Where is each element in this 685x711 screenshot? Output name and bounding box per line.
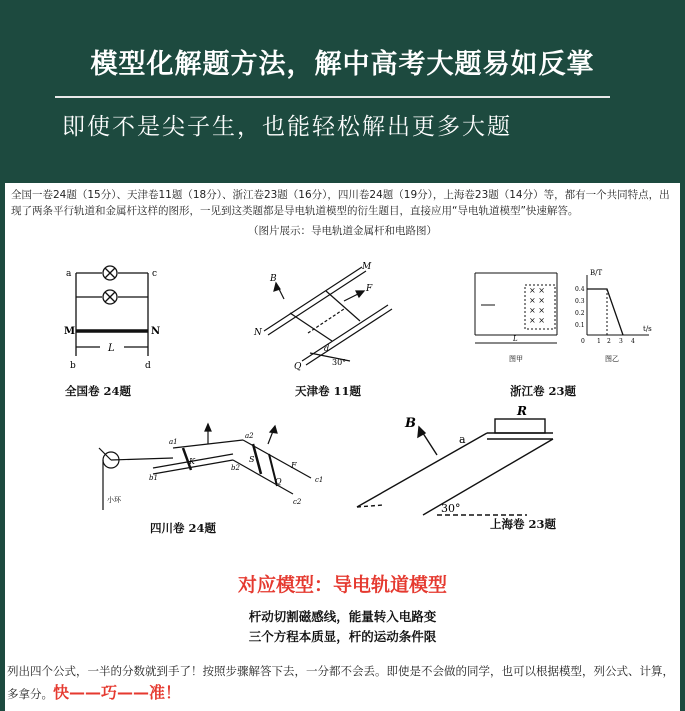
fig4-mark-K: K	[189, 457, 195, 466]
svg-text:× ×: × ×	[529, 286, 545, 295]
fig3-mark-ts: t/s	[643, 325, 652, 333]
fig3-mark-L: L	[513, 335, 518, 343]
header-banner	[0, 0, 685, 183]
model-point-2: 三个方程本质显，杆的运动条件限	[248, 629, 437, 644]
fig1-mark-L: L	[108, 343, 115, 354]
figure-quanguo-circuit	[60, 261, 170, 371]
fig4-mark-b1: b1	[149, 474, 158, 482]
fig4-mark-c2: c2	[293, 498, 302, 506]
fig4-mark-Q: Q	[275, 477, 282, 486]
model-title: 对应模型：导电轨道模型	[237, 574, 447, 596]
fig2-mark-30: 30°	[332, 358, 347, 367]
footer-paragraph	[7, 660, 677, 705]
figure-caption: （图片展示：导电轨道金属杆和电路图）	[248, 225, 437, 237]
model-point-1: 杆动切割磁感线，能量转入电路变	[248, 609, 437, 624]
figure-tianjin-rails	[250, 261, 400, 371]
fig2-mark-N: N	[254, 328, 262, 338]
fig2-mark-Q: Q	[294, 362, 302, 372]
footer-slogan: 快——巧——准！	[53, 683, 182, 702]
fig2-mark-M: M	[362, 262, 372, 272]
fig3-mark-1: 1	[597, 338, 601, 345]
fig5-mark-a: a	[459, 433, 466, 446]
fig3-mark-01: 0.1	[575, 322, 585, 329]
figure-shanghai-rails	[347, 404, 577, 525]
fig4-mark-ring: 小环	[107, 496, 121, 504]
content-panel	[5, 183, 680, 711]
page-subtitle: 即使不是尖子生，也能轻松解出更多大题	[62, 114, 512, 140]
figure-label-sichuan: 四川卷 24题	[150, 521, 217, 535]
fig3-mark-02: 0.2	[575, 310, 585, 317]
fig3-mark-03: 0.3	[575, 298, 585, 305]
fig3-mark-0: 0	[581, 338, 585, 345]
fig3-mark-2: 2	[607, 338, 611, 345]
fig3-mark-jia: 图甲	[509, 355, 523, 363]
figure-label-zhejiang: 浙江卷 23题	[510, 384, 577, 398]
fig3-mark-yi: 图乙	[605, 355, 619, 363]
fig5-mark-R: R	[517, 404, 527, 418]
fig4-mark-F: F	[291, 461, 297, 470]
fig4-mark-S: S	[249, 455, 255, 464]
figure-sichuan-rails	[93, 418, 343, 523]
footer-text: 列出四个公式，一半的分数就到手了！按照步骤解答下去，一分都不会丢。即使是不会做的同学，也可以根据模型，列公式、计算，多拿分。	[7, 664, 674, 701]
fig1-mark-a: a	[66, 269, 72, 279]
fig1-mark-d: d	[145, 361, 151, 371]
fig2-mark-B: B	[270, 274, 277, 284]
fig3-mark-04: 0.4	[575, 286, 585, 293]
fig2-mark-F: F	[366, 284, 373, 294]
fig3-mark-BT: B/T	[590, 269, 603, 277]
fig1-mark-c: c	[152, 269, 158, 279]
figure-label-quanguo: 全国卷 24题	[65, 384, 132, 398]
fig5-mark-30: 30°	[441, 502, 461, 515]
svg-text:× ×: × ×	[529, 316, 545, 325]
fig1-mark-N: N	[151, 326, 161, 337]
fig1-mark-b: b	[70, 361, 76, 371]
fig3-mark-4: 4	[631, 338, 635, 345]
intro-paragraph: 全国一卷24题（15分）、天津卷11题（18分）、浙江卷23题（16分），四川卷24题（19分），上海卷23题（14分）等，都有一个共同特点，出现了两条平行轨道和金属杆这样的图形，一见到这类题都是导电轨道模型的衍生题目，直接应用“导电轨道模型”快速解答。	[11, 189, 670, 217]
fig3-mark-3: 3	[619, 338, 623, 345]
fig1-mark-M: M	[64, 326, 76, 337]
fig4-mark-c1: c1	[315, 476, 324, 484]
fig4-mark-a1: a1	[169, 438, 178, 446]
title-divider	[55, 96, 610, 98]
figure-label-shanghai: 上海卷 23题	[490, 517, 557, 531]
figure-zhejiang-graph	[467, 265, 657, 365]
svg-text:× ×: × ×	[529, 306, 545, 315]
fig5-mark-B: B	[405, 416, 416, 431]
fig4-mark-a2: a2	[245, 432, 254, 440]
figure-label-tianjin: 天津卷 11题	[295, 384, 362, 398]
page-title: 模型化解题方法，解中高考大题易如反掌	[90, 49, 595, 80]
fig4-mark-b2: b2	[231, 464, 240, 472]
fig2-mark-d: d	[324, 344, 330, 353]
svg-text:× ×: × ×	[529, 296, 545, 305]
